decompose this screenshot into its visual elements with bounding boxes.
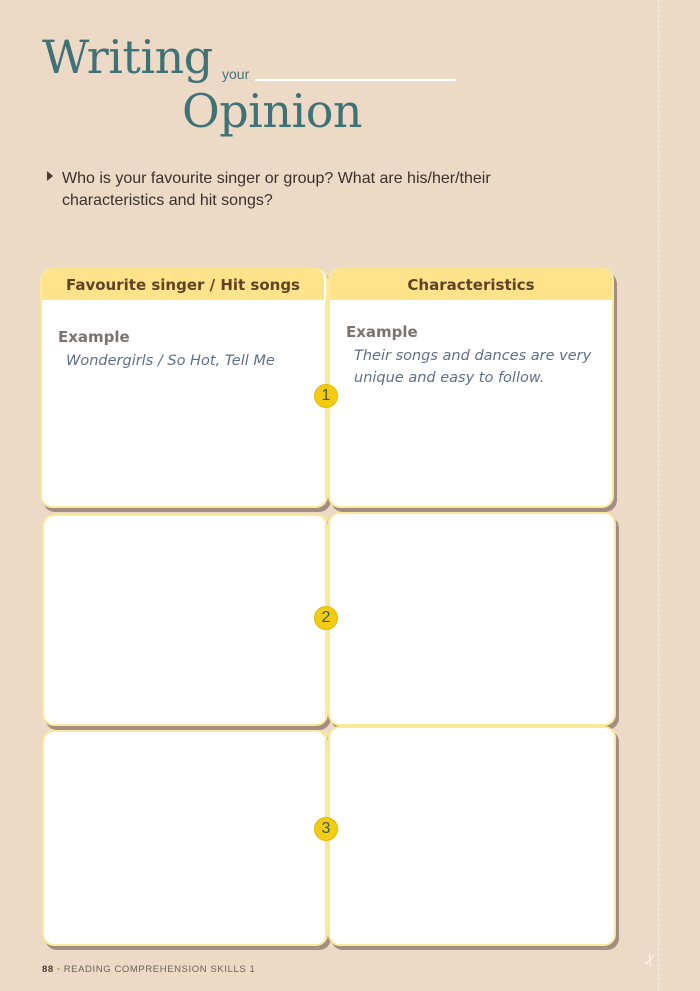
question-prompt: Who is your favourite singer or group? What are his/her/their characteristics and hit songs? [62,170,491,209]
page-number: 88 [42,964,54,975]
cell-row2-right[interactable] [328,512,616,726]
row-number-badge-2: 2 [314,606,338,630]
row-number-badge-1: 1 [314,384,338,408]
title-writing: Writing [42,30,213,84]
cell-row1-left[interactable] [40,268,328,508]
example-text-right: Their songs and dances are very unique and easy to follow. [354,348,592,386]
cell-row3-right[interactable] [328,726,616,946]
example-label-left: Example [58,328,130,346]
title-your: your [222,66,250,82]
cell-row2-left[interactable] [42,514,328,726]
title-underline [255,79,456,81]
example-text-left: Wondergirls / So Hot, Tell Me [66,353,275,369]
book-title: READING COMPREHENSION SKILLS 1 [63,964,256,975]
footer-separator: • [56,964,61,975]
scissors-icon: ✂ [640,950,662,970]
cut-line [658,0,659,991]
title-opinion: Opinion [182,84,363,138]
bullet-arrow-icon [47,171,53,181]
header-characteristics: Characteristics [330,268,612,300]
row-number-badge-3: 3 [314,817,338,841]
page-footer [42,964,255,975]
cell-row3-left[interactable] [42,730,328,946]
example-label-right: Example [346,323,418,341]
header-favourite-singer: Favourite singer / Hit songs [42,268,324,300]
